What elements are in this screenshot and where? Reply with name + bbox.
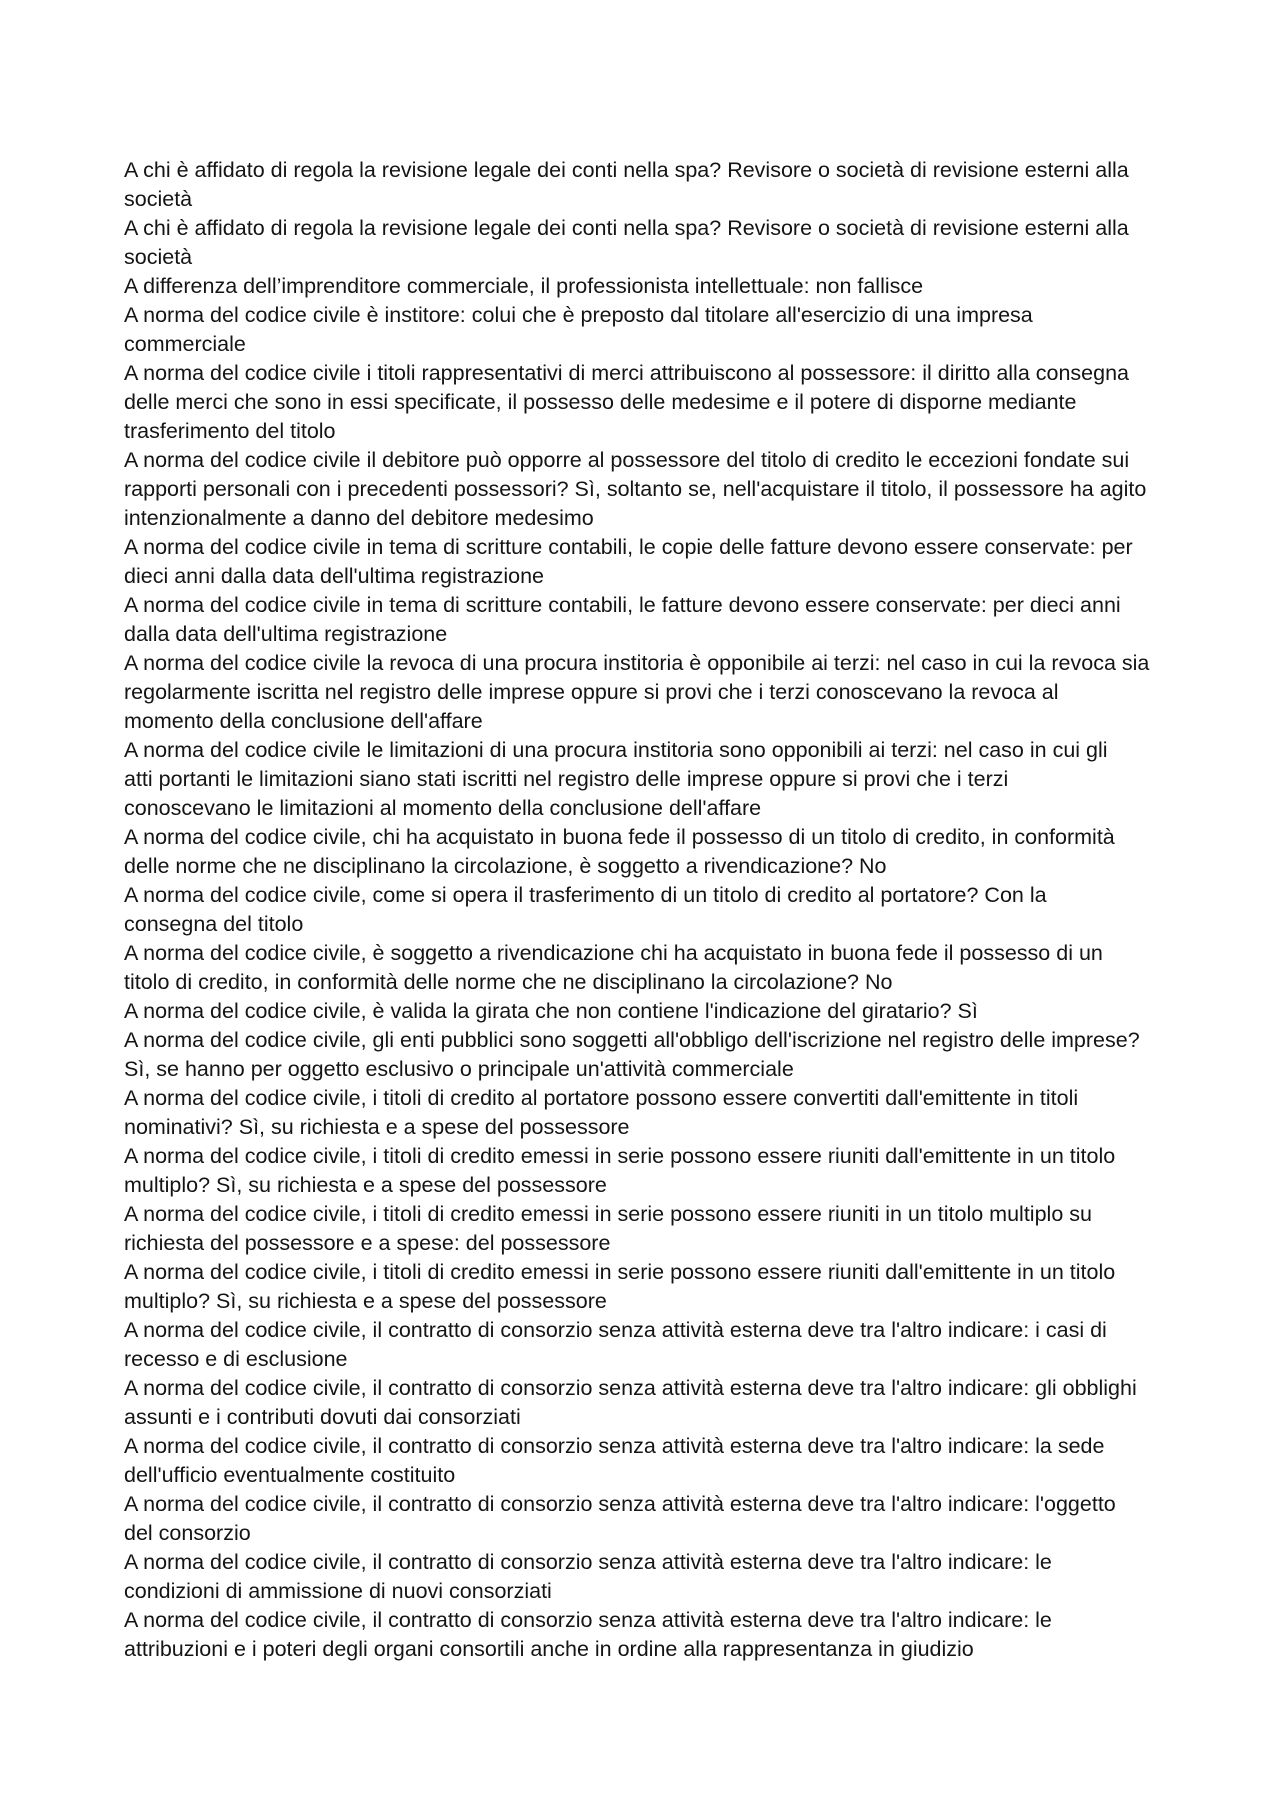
qa-entry-25 bbox=[124, 1606, 1224, 1664]
qa-line: società bbox=[124, 187, 193, 211]
qa-line: recesso e di esclusione bbox=[124, 1347, 348, 1371]
qa-line: multiplo? Sì, su richiesta e a spese del possessore bbox=[124, 1289, 607, 1313]
qa-line: delle norme che ne disciplinano la circolazione, è soggetto a rivendicazione? No bbox=[124, 854, 887, 878]
qa-line: trasferimento del titolo bbox=[124, 419, 336, 443]
qa-entry-21 bbox=[124, 1374, 1224, 1432]
qa-line: condizioni di ammissione di nuovi consorziati bbox=[124, 1579, 552, 1603]
qa-line: A norma del codice civile, il contratto di consorzio senza attività esterna deve tra l'altro indicare: le bbox=[124, 1550, 1052, 1574]
qa-line: atti portanti le limitazioni siano stati iscritti nel registro delle imprese oppure si provi che i terzi bbox=[124, 767, 1009, 791]
qa-line: A norma del codice civile, il contratto di consorzio senza attività esterna deve tra l'altro indicare: le bbox=[124, 1608, 1052, 1632]
qa-entry-20 bbox=[124, 1316, 1224, 1374]
qa-line: A norma del codice civile, i titoli di credito emessi in serie possono essere riuniti in un titolo multiplo su bbox=[124, 1202, 1092, 1226]
qa-entry-13 bbox=[124, 939, 1224, 997]
qa-entry-24 bbox=[124, 1548, 1224, 1606]
qa-entry-1 bbox=[124, 156, 1224, 214]
qa-line: A norma del codice civile, il contratto di consorzio senza attività esterna deve tra l'altro indicare: i casi di bbox=[124, 1318, 1107, 1342]
qa-entry-8 bbox=[124, 591, 1224, 649]
qa-entry-2 bbox=[124, 214, 1224, 272]
qa-line: del consorzio bbox=[124, 1521, 251, 1545]
qa-line: multiplo? Sì, su richiesta e a spese del possessore bbox=[124, 1173, 607, 1197]
qa-line: A differenza dell’imprenditore commerciale, il professionista intellettuale: non fallisce bbox=[124, 274, 924, 298]
qa-entry-22 bbox=[124, 1432, 1224, 1490]
qa-entry-6 bbox=[124, 446, 1224, 533]
qa-line: A norma del codice civile in tema di scritture contabili, le fatture devono essere conservate: per dieci anni bbox=[124, 593, 1121, 617]
qa-line: A norma del codice civile, il contratto di consorzio senza attività esterna deve tra l'altro indicare: gli obblighi bbox=[124, 1376, 1137, 1400]
qa-line: dalla data dell'ultima registrazione bbox=[124, 622, 448, 646]
qa-line: nominativi? Sì, su richiesta e a spese del possessore bbox=[124, 1115, 630, 1139]
qa-line: A norma del codice civile, come si opera il trasferimento di un titolo di credito al portatore? Con la bbox=[124, 883, 1047, 907]
qa-line: A norma del codice civile il debitore può opporre al possessore del titolo di credito le eccezioni fondate sui bbox=[124, 448, 1130, 472]
qa-line: A norma del codice civile i titoli rappresentativi di merci attribuiscono al possessore: il diritto alla consegna bbox=[124, 361, 1130, 385]
document-body bbox=[124, 156, 1224, 1664]
qa-line: titolo di credito, in conformità delle norme che ne disciplinano la circolazione? No bbox=[124, 970, 893, 994]
qa-line: conoscevano le limitazioni al momento della conclusione dell'affare bbox=[124, 796, 762, 820]
qa-line: momento della conclusione dell'affare bbox=[124, 709, 483, 733]
qa-line: A norma del codice civile, il contratto di consorzio senza attività esterna deve tra l'altro indicare: la sede bbox=[124, 1434, 1105, 1458]
qa-line: A norma del codice civile, è soggetto a rivendicazione chi ha acquistato in buona fede il possesso di un bbox=[124, 941, 1103, 965]
qa-line: A norma del codice civile, i titoli di credito emessi in serie possono essere riuniti dall'emittente in un titolo bbox=[124, 1260, 1116, 1284]
qa-line: Sì, se hanno per oggetto esclusivo o principale un'attività commerciale bbox=[124, 1057, 794, 1081]
qa-line: rapporti personali con i precedenti possessori? Sì, soltanto se, nell'acquistare il titolo, il possessore ha agito bbox=[124, 477, 1147, 501]
qa-line: società bbox=[124, 245, 193, 269]
qa-line: dieci anni dalla data dell'ultima registrazione bbox=[124, 564, 545, 588]
qa-entry-11 bbox=[124, 823, 1224, 881]
qa-entry-12 bbox=[124, 881, 1224, 939]
qa-entry-3 bbox=[124, 272, 1224, 301]
qa-entry-10 bbox=[124, 736, 1224, 823]
qa-entry-9 bbox=[124, 649, 1224, 736]
qa-line: A norma del codice civile, il contratto di consorzio senza attività esterna deve tra l'altro indicare: l'oggetto bbox=[124, 1492, 1116, 1516]
qa-entry-18 bbox=[124, 1200, 1224, 1258]
qa-line: dell'ufficio eventualmente costituito bbox=[124, 1463, 456, 1487]
qa-entry-5 bbox=[124, 359, 1224, 446]
qa-line: consegna del titolo bbox=[124, 912, 304, 936]
qa-entry-14 bbox=[124, 997, 1224, 1026]
qa-line: A norma del codice civile, i titoli di credito al portatore possono essere convertiti dall'emittente in titoli bbox=[124, 1086, 1079, 1110]
qa-line: attribuzioni e i poteri degli organi consortili anche in ordine alla rappresentanza in giudizio bbox=[124, 1637, 974, 1661]
qa-entry-16 bbox=[124, 1084, 1224, 1142]
qa-entry-23 bbox=[124, 1490, 1224, 1548]
qa-line: A norma del codice civile è institore: colui che è preposto dal titolare all'esercizio di una impresa bbox=[124, 303, 1033, 327]
qa-line: intenzionalmente a danno del debitore medesimo bbox=[124, 506, 594, 530]
qa-line: assunti e i contributi dovuti dai consorziati bbox=[124, 1405, 521, 1429]
qa-line: A norma del codice civile, i titoli di credito emessi in serie possono essere riuniti dall'emittente in un titolo bbox=[124, 1144, 1116, 1168]
qa-entry-4 bbox=[124, 301, 1224, 359]
qa-entry-19 bbox=[124, 1258, 1224, 1316]
qa-line: regolarmente iscritta nel registro delle imprese oppure si provi che i terzi conoscevano la revoca al bbox=[124, 680, 1059, 704]
qa-line: delle merci che sono in essi specificate, il possesso delle medesime e il potere di disporne mediante bbox=[124, 390, 1077, 414]
qa-line: commerciale bbox=[124, 332, 246, 356]
qa-line: A norma del codice civile, gli enti pubblici sono soggetti all'obbligo dell'iscrizione nel registro delle imprese? bbox=[124, 1028, 1140, 1052]
qa-entry-17 bbox=[124, 1142, 1224, 1200]
qa-line: A norma del codice civile, è valida la girata che non contiene l'indicazione del giratario? Sì bbox=[124, 999, 978, 1023]
qa-line: A chi è affidato di regola la revisione legale dei conti nella spa? Revisore o società di revisione esterni alla bbox=[124, 158, 1129, 182]
qa-line: richiesta del possessore e a spese: del possessore bbox=[124, 1231, 611, 1255]
qa-line: A norma del codice civile la revoca di una procura institoria è opponibile ai terzi: nel caso in cui la revoca sia bbox=[124, 651, 1150, 675]
qa-line: A norma del codice civile, chi ha acquistato in buona fede il possesso di un titolo di credito, in conformità bbox=[124, 825, 1115, 849]
qa-line: A chi è affidato di regola la revisione legale dei conti nella spa? Revisore o società di revisione esterni alla bbox=[124, 216, 1129, 240]
qa-line: A norma del codice civile in tema di scritture contabili, le copie delle fatture devono essere conservate: per bbox=[124, 535, 1133, 559]
qa-entry-15 bbox=[124, 1026, 1224, 1084]
qa-entry-7 bbox=[124, 533, 1224, 591]
qa-line: A norma del codice civile le limitazioni di una procura institoria sono opponibili ai terzi: nel caso in cui gli bbox=[124, 738, 1108, 762]
